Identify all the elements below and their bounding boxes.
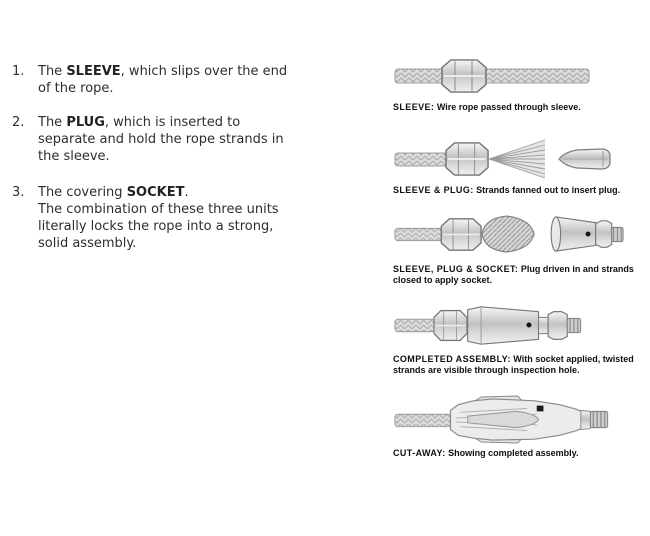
figure-cut-away [393, 394, 650, 459]
step-item-sleeve [0, 63, 350, 97]
step-line: The combination of these three units [38, 202, 279, 217]
figure-caption [393, 185, 650, 196]
figure-caption-label: SLEEVE, PLUG & SOCKET: [393, 264, 519, 274]
sleeve [446, 143, 488, 175]
step-line [38, 184, 350, 201]
step-item-socket [0, 184, 350, 252]
sleeve-illustration [393, 53, 618, 99]
inspection-hole [586, 232, 591, 237]
step-number: 2. [12, 115, 25, 130]
figure-caption-text: Showing completed assembly. [445, 448, 579, 458]
closed-strand-bulb [482, 216, 534, 252]
step-line-pre: The [38, 115, 67, 130]
step-line-post: , which is inserted to [104, 115, 241, 130]
sleeve [434, 311, 467, 341]
step-line-post: , which slips over the end [120, 64, 288, 79]
figure-caption [393, 448, 650, 459]
step-line-pre: The covering [38, 185, 127, 200]
figure-caption-label: SLEEVE & PLUG: [393, 185, 474, 195]
wire-rope [395, 319, 435, 331]
inspection-hole [526, 323, 531, 328]
figure-caption-label: CUT-AWAY: [393, 448, 446, 458]
step-line: of the rope. [38, 81, 114, 96]
figure-caption [393, 354, 650, 375]
step-text [38, 114, 350, 165]
completed-assembly-illustration [393, 300, 618, 351]
wire-rope [395, 69, 589, 83]
sleeve-plug-illustration [393, 136, 618, 182]
step-line-pre: The [38, 64, 67, 79]
step-term: PLUG [66, 115, 105, 130]
socket-hex [596, 221, 612, 248]
step-number: 3. [12, 185, 25, 200]
cut-away-illustration [393, 394, 623, 445]
figure-caption-text: Wire rope passed through sleeve. [434, 102, 581, 112]
step-item-plug [0, 114, 350, 165]
cut-notch [537, 406, 544, 412]
figure-caption-text: With socket applied, twisted strands are visible through inspection hole. [393, 354, 634, 375]
threaded-stub [612, 227, 623, 241]
sleeve [441, 219, 481, 250]
step-text [38, 184, 350, 252]
wire-rope [395, 414, 451, 426]
step-line [38, 63, 350, 80]
socket-neck [539, 317, 549, 333]
step-line: the sleeve. [38, 149, 110, 164]
figure-caption-text: Strands fanned out to insert plug. [473, 185, 621, 195]
step-number: 1. [12, 64, 25, 79]
figure-sleeve-plug [393, 136, 650, 196]
step-term: SLEEVE [66, 64, 121, 79]
figure-caption [393, 264, 650, 285]
step-line [38, 114, 350, 131]
step-line: solid assembly. [38, 236, 137, 251]
step-line: separate and hold the rope strands in [38, 132, 284, 147]
figure-caption-text: Plug driven in and strands closed to apply socket. [393, 264, 634, 285]
threaded-stub [590, 411, 607, 427]
step-term: SOCKET [126, 185, 185, 200]
sleeve-plug-socket-illustration [393, 208, 625, 261]
figure-sleeve [393, 53, 650, 113]
step-line-post: . [184, 185, 189, 200]
threaded-stub [567, 318, 580, 332]
wire-rope [395, 153, 447, 166]
step-text [38, 63, 350, 97]
neck-piece [581, 410, 591, 429]
sleeve [442, 60, 486, 92]
figure-caption [393, 102, 650, 113]
figure-completed-assembly [393, 300, 650, 375]
figure-sleeve-plug-socket [393, 208, 650, 285]
wire-rope [395, 228, 442, 240]
figure-caption-label: COMPLETED ASSEMBLY: [393, 354, 511, 364]
step-line: literally locks the rope into a strong, [38, 219, 274, 234]
socket-hex [548, 312, 567, 340]
figure-caption-label: SLEEVE: [393, 102, 435, 112]
socket-mouth [551, 217, 560, 251]
